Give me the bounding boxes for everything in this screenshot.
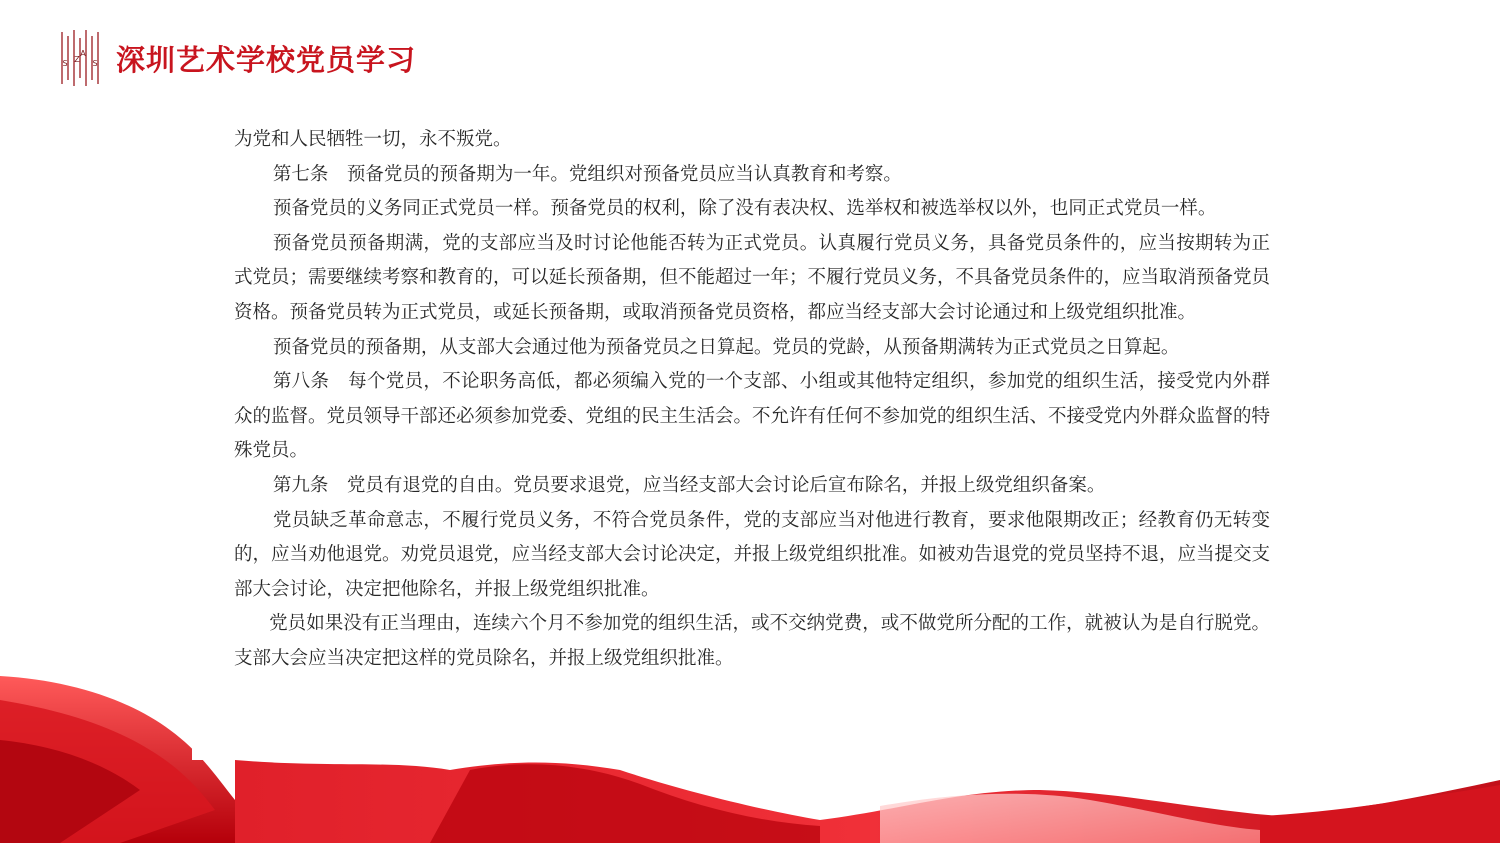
szas-logo-icon xyxy=(58,28,102,88)
paragraph-3: 预备党员的义务同正式党员一样。预备党员的权利，除了没有表决权、选举权和被选举权以外，也同正式党员一样。 xyxy=(272,198,1217,220)
paragraph-6: 第八条 每个党员，不论职务高低，都必须编入党的一个支部、小组或其他特定组织，参加党的组织生活，接受党内外群众的监督。党员领导干部还必须参加党委、党组的民主生活会。不允许有任何不参加党的组织生活、不接受党内外群众监督的特殊党员。 xyxy=(234,371,1271,462)
article-body xyxy=(234,123,1270,677)
svg-text:S: S xyxy=(62,59,68,68)
paragraph-4: 预备党员预备期满，党的支部应当及时讨论他能否转为正式党员。认真履行党员义务，具备党员条件的，应当按期转为正式党员；需要继续考察和教育的，可以延长预备期，但不能超过一年；不履行党员义务，不具备党员条件的，应当取消预备党员资格。预备党员转为正式党员，或延长预备期，或取消预备党员资格，都应当经支部大会讨论通过和上级党组织批准。 xyxy=(234,232,1271,323)
paragraph-2: 第七条 预备党员的预备期为一年。党组织对预备党员应当认真教育和考察。 xyxy=(272,163,902,185)
paragraph-7: 第九条 党员有退党的自由。党员要求退党，应当经支部大会讨论后宣布除名，并报上级党组织备案。 xyxy=(272,474,1106,496)
svg-text:A: A xyxy=(80,49,86,58)
page-header xyxy=(58,28,416,88)
paragraph-8: 党员缺乏革命意志，不履行党员义务，不符合党员条件，党的支部应当对他进行教育，要求他限期改正；经教育仍无转变的，应当劝他退党。劝党员退党，应当经支部大会讨论决定，并报上级党组织批准。如被劝告退党的党员坚持不退，应当提交支部大会讨论，决定把他除名，并报上级党组织批准。 xyxy=(234,509,1271,600)
paragraph-1: 为党和人民牺牲一切，永不叛党。 xyxy=(234,129,512,150)
page-title: 深圳艺术学校党员学习 xyxy=(116,42,417,77)
svg-text:S: S xyxy=(92,59,98,68)
paragraph-5: 预备党员的预备期，从支部大会通过他为预备党员之日算起。党员的党龄，从预备期满转为正式党员之日算起。 xyxy=(272,336,1180,358)
svg-text:Z: Z xyxy=(74,55,80,64)
paragraph-9: 党员如果没有正当理由，连续六个月不参加党的组织生活，或不交纳党费，或不做党所分配的工作，就被认为是自行脱党。支部大会应当决定把这样的党员除名，并报上级党组织批准。 xyxy=(234,613,1270,669)
